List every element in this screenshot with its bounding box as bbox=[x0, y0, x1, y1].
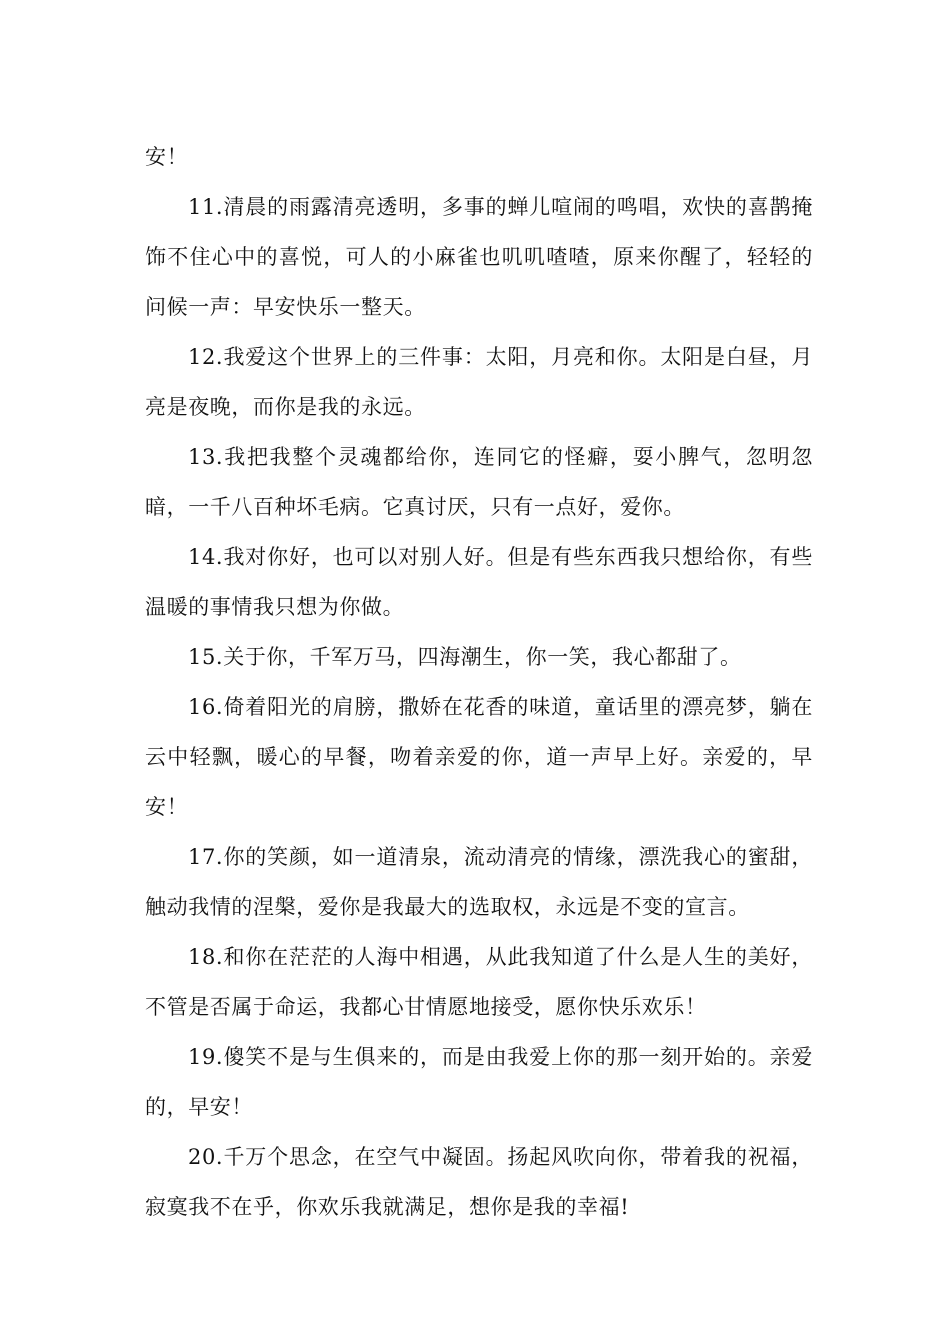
paragraph-13: 13.我把我整个灵魂都给你，连同它的怪癖，耍小脾气，忽明忽暗，一千八百种坏毛病。它真讨厌，只有一点好，爱你。 bbox=[145, 445, 813, 519]
paragraph-14: 14.我对你好，也可以对别人好。但是有些东西我只想给你，有些温暖的事情我只想为你做。 bbox=[145, 545, 813, 619]
paragraph-19: 19.傻笑不是与生俱来的，而是由我爱上你的那一刻开始的。亲爱的，早安！ bbox=[145, 1045, 813, 1119]
paragraph-16: 16.倚着阳光的肩膀，撒娇在花香的味道，童话里的漂亮梦，躺在云中轻飘，暖心的早餐，吻着亲爱的你，道一声早上好。亲爱的，早安！ bbox=[145, 695, 813, 819]
continuation-text: 安！ bbox=[145, 145, 189, 169]
paragraph-17: 17.你的笑颜，如一道清泉，流动清亮的情缘，漂洗我心的蜜甜，触动我情的涅槃，爱你是我最大的选取权，永远是不变的宣言。 bbox=[145, 845, 813, 919]
paragraph-15: 15.关于你，千军万马，四海潮生，你一笑，我心都甜了。 bbox=[188, 645, 742, 669]
paragraph-18: 18.和你在茫茫的人海中相遇，从此我知道了什么是人生的美好，不管是否属于命运，我都心甘情愿地接受，愿你快乐欢乐！ bbox=[145, 945, 813, 1019]
paragraph-12: 12.我爱这个世界上的三件事：太阳，月亮和你。太阳是白昼，月亮是夜晚，而你是我的永远。 bbox=[145, 345, 813, 419]
paragraph-20: 20.千万个思念，在空气中凝固。扬起风吹向你，带着我的祝福，寂寞我不在乎，你欢乐我就满足，想你是我的幸福! bbox=[145, 1145, 813, 1219]
document-body bbox=[145, 132, 813, 1232]
paragraph-11: 11.清晨的雨露清亮透明，多事的蝉儿喧闹的鸣唱，欢快的喜鹊掩饰不住心中的喜悦，可人的小麻雀也叽叽喳喳，原来你醒了，轻轻的问候一声：早安快乐一整天。 bbox=[145, 195, 813, 319]
